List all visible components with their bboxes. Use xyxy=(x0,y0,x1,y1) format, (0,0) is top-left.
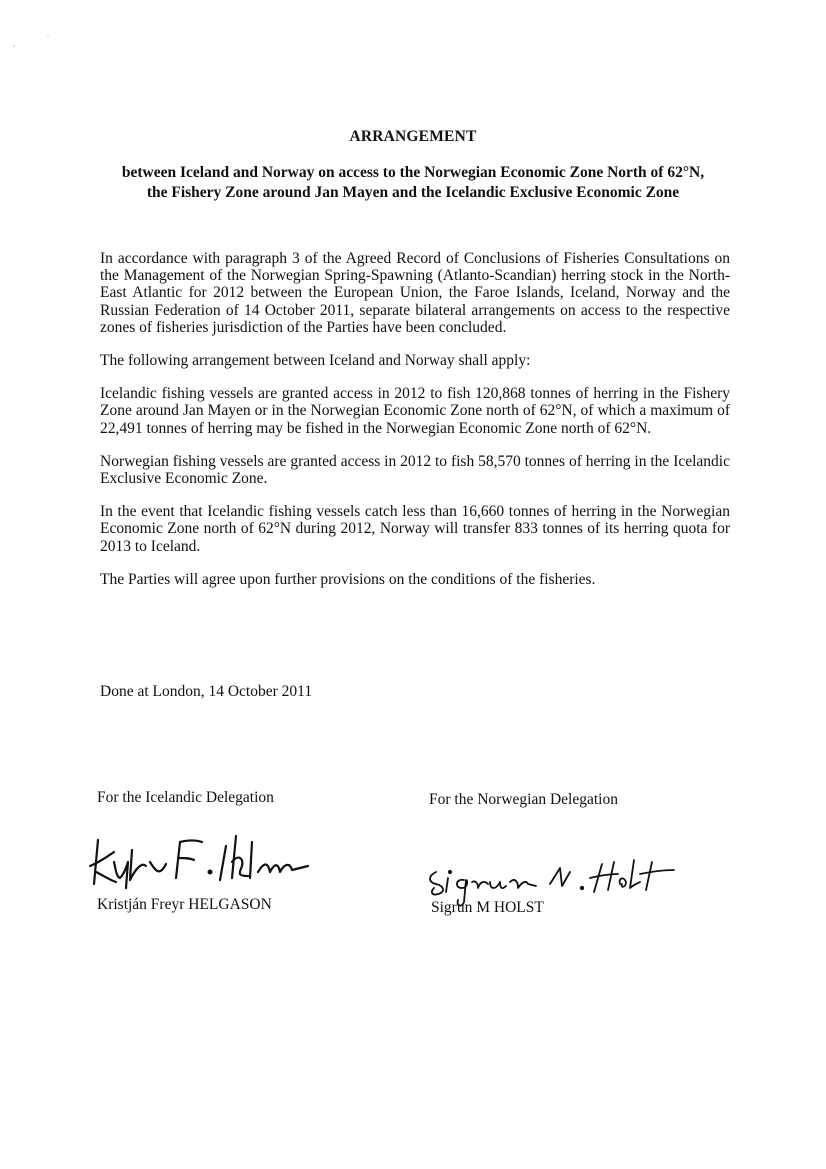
paragraph-preamble: In accordance with paragraph 3 of the Agreed Record of Conclusions of Fisheries Consultations on the Management of the Norwegian Spring-Spawning (Atlanto-Scandian) herring stock in the North-East Atlantic for 2012 between the European Union, the Faroe Islands, Iceland, Norway and the Russian Federation of 14 October 2011, separate bilateral arrangements on access to the respective zones of fisheries jurisdiction of the Parties have been concluded. xyxy=(100,250,730,336)
norwegian-signer-name: Sigrun M HOLST xyxy=(431,899,544,916)
scan-specks xyxy=(0,0,826,60)
paragraph-apply: The following arrangement between Iceland and Norway shall apply: xyxy=(100,352,531,370)
paragraph-quota-transfer: In the event that Icelandic fishing vessels catch less than 16,660 tonnes of herring in the Norwegian Economic Zone north of 62°N during 2012, Norway will transfer 833 tonnes of its herring quota for 2013 to Iceland. xyxy=(100,503,730,555)
norwegian-delegation-label: For the Norwegian Delegation xyxy=(429,791,618,808)
subtitle-line-1: between Iceland and Norway on access to the Norwegian Economic Zone North of 62°N, xyxy=(121,164,705,181)
icelandic-delegation-label: For the Icelandic Delegation xyxy=(97,789,274,806)
subtitle-line-2: the Fishery Zone around Jan Mayen and the Icelandic Exclusive Economic Zone xyxy=(146,184,680,201)
icelandic-signer-name: Kristján Freyr HELGASON xyxy=(97,896,272,913)
icelandic-signature-icon xyxy=(86,832,316,892)
document-title: ARRANGEMENT xyxy=(349,128,477,145)
paragraph-further-provisions: The Parties will agree upon further provisions on the conditions of the fisheries. xyxy=(100,570,596,588)
document-subtitle xyxy=(60,163,766,203)
paragraph-norwegian-access: Norwegian fishing vessels are granted access in 2012 to fish 58,570 tonnes of herring in the Icelandic Exclusive Economic Zone. xyxy=(100,452,730,488)
document-body xyxy=(100,250,730,604)
paragraph-icelandic-access: Icelandic fishing vessels are granted access in 2012 to fish 120,868 tonnes of herring in the Fishery Zone around Jan Mayen or in the Norwegian Economic Zone north of 62°N, of which a maximum of 22,491 tonnes of herring may be fished in the Norwegian Economic Zone north of 62°N. xyxy=(100,385,730,437)
done-at-line: Done at London, 14 October 2011 xyxy=(100,683,313,700)
